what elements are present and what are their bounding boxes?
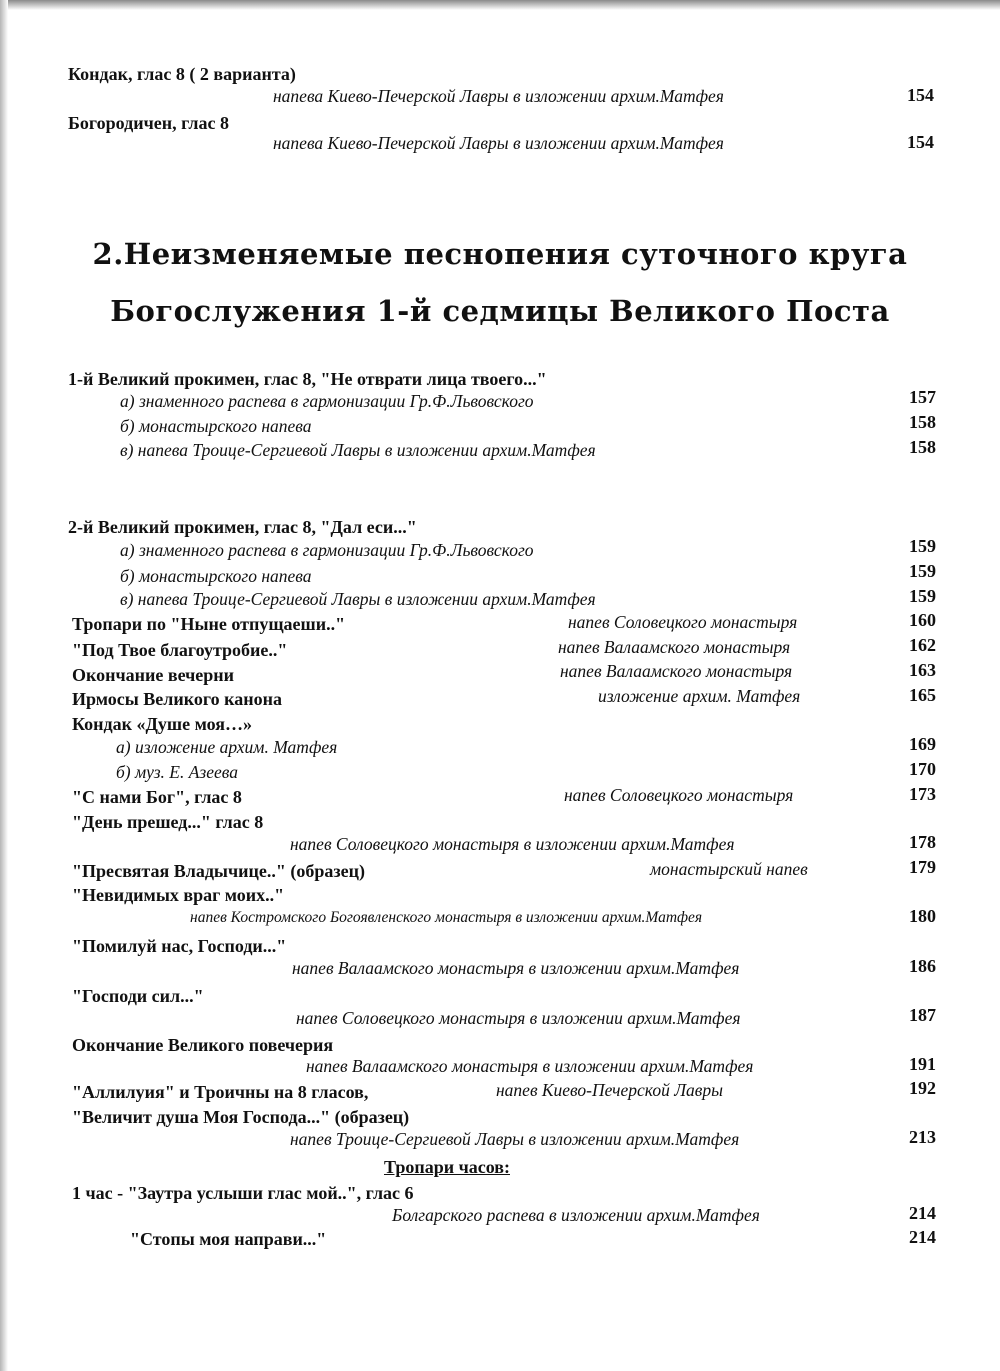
entry-title: "Под Твое благоутробие.." <box>72 640 288 660</box>
entry-title: "С нами Бог", глас 8 <box>72 787 242 807</box>
entry-title: "Господи сил..." <box>72 986 204 1006</box>
scan-top-edge <box>0 0 1000 10</box>
entry-source: б) муз. Е. Азеева <box>116 762 239 782</box>
hours-heading: Тропари часов: <box>384 1157 510 1177</box>
entry-title: Ирмосы Великого канона <box>72 689 282 709</box>
page-number: 213 <box>909 1127 936 1147</box>
prokimen-1-title: 1-й Великий прокимен, глас 8, "Не отврати лица твоего..." <box>68 369 547 389</box>
entry-title: "День прешед..." глас 8 <box>72 812 264 832</box>
entry-title: 1 час - "Заутра услыши глас мой..", глас 6 <box>72 1183 414 1203</box>
page-number: 163 <box>909 660 936 680</box>
section-title: 2.Неизменяемые песнопения суточного круга <box>92 237 908 271</box>
page-number: 159 <box>909 561 936 581</box>
entry-title: "Пресвятая Владычице.." (образец) <box>72 861 365 881</box>
prokimen-2-item: в) напева Троице-Сергиевой Лавры в изложении архим.Матфея <box>120 589 596 609</box>
section-subtitle: Богослужения 1-й седмицы Великого Поста <box>110 294 890 328</box>
entry-source: Болгарского распева в изложении архим.Матфея <box>392 1205 760 1225</box>
page-number: 173 <box>909 784 936 804</box>
page-number: 157 <box>909 387 936 407</box>
page-number: 214 <box>909 1203 936 1223</box>
entry-title: Богородичен, глас 8 <box>68 113 229 133</box>
page-number: 178 <box>909 832 936 852</box>
entry-source: напев Валаамского монастыря в изложении архим.Матфея <box>292 958 740 978</box>
page-number: 158 <box>909 437 936 457</box>
entry-source: монастырский напев <box>650 859 808 879</box>
entry-source: напев Валаамского монастыря <box>558 637 791 657</box>
page-number: 187 <box>909 1005 936 1025</box>
prokimen-2-title: 2-й Великий прокимен, глас 8, "Дал еси..." <box>68 517 417 537</box>
entry-source: напев Соловецкого монастыря в изложении архим.Матфея <box>290 834 735 854</box>
page-number: 191 <box>909 1054 936 1074</box>
entry-title: "Величит душа Моя Господа..." (образец) <box>72 1107 410 1127</box>
prokimen-2-item: б) монастырского напева <box>120 566 312 586</box>
prokimen-1-item: б) монастырского напева <box>120 416 312 436</box>
page-number: 160 <box>909 610 936 630</box>
entry-title: Тропари по "Ныне отпущаеши.." <box>72 614 346 634</box>
page-number: 170 <box>909 759 936 779</box>
page-number: 192 <box>909 1078 936 1098</box>
prokimen-1-item: а) знаменного распева в гармонизации Гр.Ф.Львовского <box>120 391 534 411</box>
entry-source: напев Костромского Богоявленского монастыря в изложении архим.Матфея <box>190 909 703 926</box>
scan-left-edge <box>0 0 8 1371</box>
entry-title: Кондак, глас 8 ( 2 варианта) <box>68 64 296 84</box>
entry-title: "Аллилуия" и Троичны на 8 гласов, <box>72 1082 369 1102</box>
page-number: 159 <box>909 536 936 556</box>
entry-source: напев Соловецкого монастыря в изложении архим.Матфея <box>296 1008 741 1028</box>
page-number: 158 <box>909 412 936 432</box>
entry-title: "Стопы моя направи..." <box>130 1229 327 1249</box>
entry-source: напев Соловецкого монастыря <box>564 785 794 805</box>
page-number: 154 <box>907 85 934 105</box>
page-number: 169 <box>909 734 936 754</box>
page-number: 214 <box>909 1227 936 1247</box>
entry-source: напев Киево-Печерской Лавры <box>496 1080 724 1100</box>
page-number: 179 <box>909 857 936 877</box>
entry-title: Окончание Великого повечерия <box>72 1035 334 1055</box>
entry-title: Кондак «Душе моя…» <box>72 714 252 734</box>
page-number: 162 <box>909 635 936 655</box>
page-number: 159 <box>909 586 936 606</box>
entry-source: напева Киево-Печерской Лавры в изложении архим.Матфея <box>273 86 724 106</box>
entry-source: напев Соловецкого монастыря <box>568 612 798 632</box>
entry-title: "Невидимых враг моих.." <box>72 885 285 905</box>
prokimen-2-item: а) знаменного распева в гармонизации Гр.Ф.Львовского <box>120 540 534 560</box>
entry-source: напев Валаамского монастыря в изложении архим.Матфея <box>306 1056 754 1076</box>
page-number: 165 <box>909 685 936 705</box>
entry-title: Окончание вечерни <box>72 665 235 685</box>
prokimen-1-item: в) напева Троице-Сергиевой Лавры в изложении архим.Матфея <box>120 440 596 460</box>
entry-source: напев Валаамского монастыря <box>560 661 793 681</box>
entry-source: изложение архим. Матфея <box>598 686 801 706</box>
entry-title: "Помилуй нас, Господи..." <box>72 936 287 956</box>
entry-source: напев Троице-Сергиевой Лавры в изложении архим.Матфея <box>290 1129 740 1149</box>
page-number: 154 <box>907 132 934 152</box>
page-number: 180 <box>909 906 936 926</box>
entry-source: а) изложение архим. Матфея <box>116 737 338 757</box>
entry-source: напева Киево-Печерской Лавры в изложении архим.Матфея <box>273 133 724 153</box>
page-number: 186 <box>909 956 936 976</box>
